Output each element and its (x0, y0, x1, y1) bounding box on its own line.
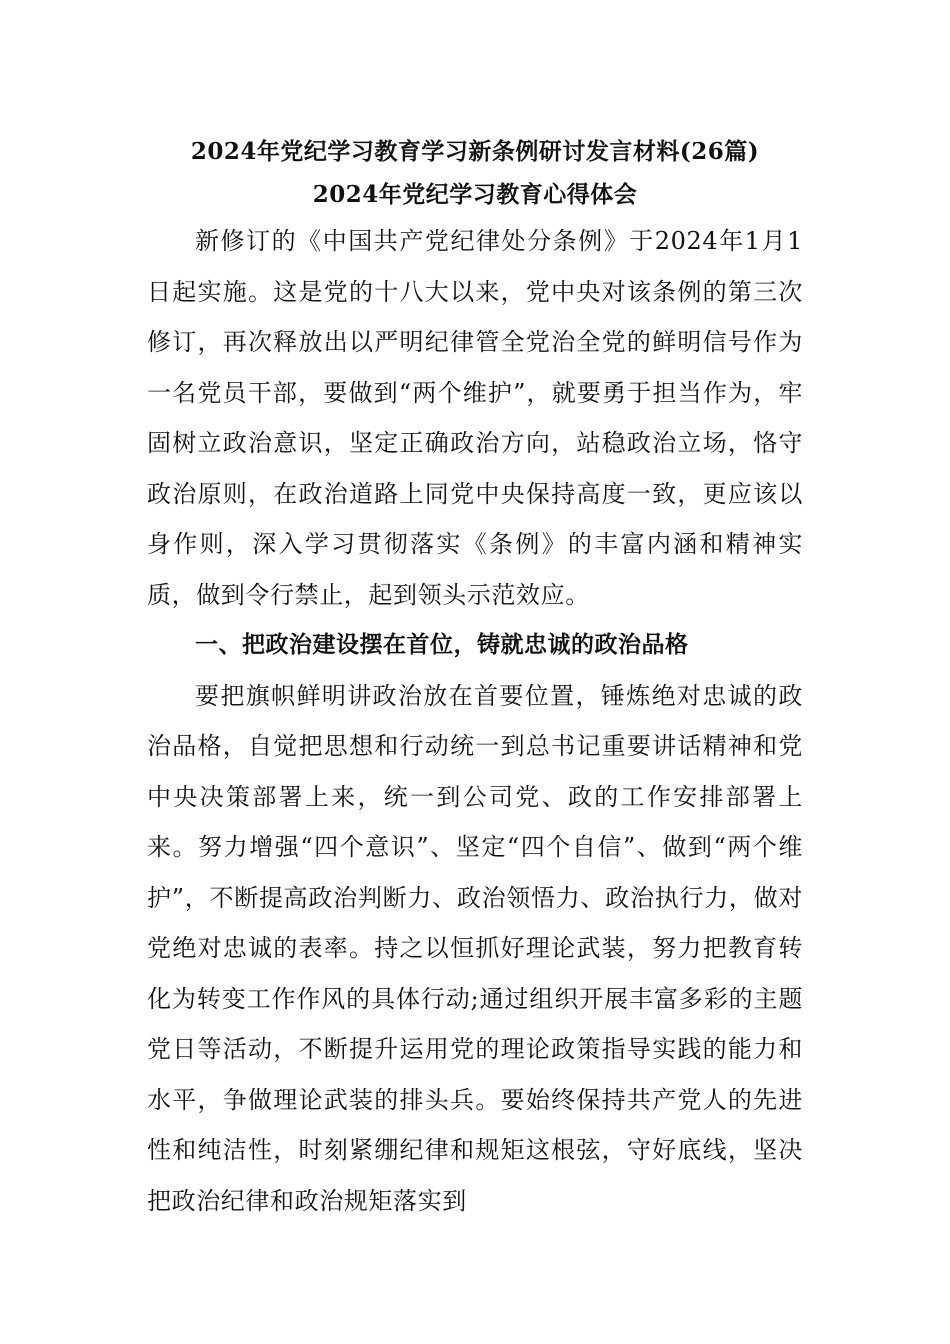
document-subtitle: 2024年党纪学习教育心得体会 (312, 181, 638, 208)
document-body (147, 130, 803, 1226)
section-paragraph: 要把旗帜鲜明讲政治放在首要位置，锤炼绝对忠诚的政治品格，自觉把思想和行动统一到总书记重要讲话精神和党中央决策部署上来，统一到公司党、政的工作安排部署上来。努力增强“四个意识”、坚定“四个自信”、做到“两个维护”，不断提高政治判断力、政治领悟力、政治执行力，做对党绝对忠诚的表率。持之以恒抓好理论武装，努力把教育转化为转变工作作风的具体行动;通过组织开展丰富多彩的主题党日等活动，不断提升运用党的理论政策指导实践的能力和水平，争做理论武装的排头兵。要始终保持共产党人的先进性和纯洁性，时刻紧绷纪律和规矩这根弦，守好底线，坚决把政治纪律和政治规矩落实到 (147, 681, 803, 1215)
intro-paragraph: 新修订的《中国共产党纪律处分条例》于2024年1月1日起实施。这是党的十八大以来，党中央对该条例的第三次修订，再次释放出以严明纪律管全党治全党的鲜明信号作为一名党员干部，要做到“两个维护”，就要勇于担当作为，牢固树立政治意识，坚定正确政治方向，站稳政治立场，恪守政治原则，在政治道路上同党中央保持高度一致，更应该以身作则，深入学习贯彻落实《条例》的丰富内涵和精神实质，做到令行禁止，起到领头示范效应。 (147, 227, 803, 609)
document-title: 2024年党纪学习教育学习新条例研讨发言材料(26篇) (190, 138, 760, 165)
section-heading: 一、把政治建设摆在首位，铸就忠诚的政治品格 (195, 631, 689, 658)
